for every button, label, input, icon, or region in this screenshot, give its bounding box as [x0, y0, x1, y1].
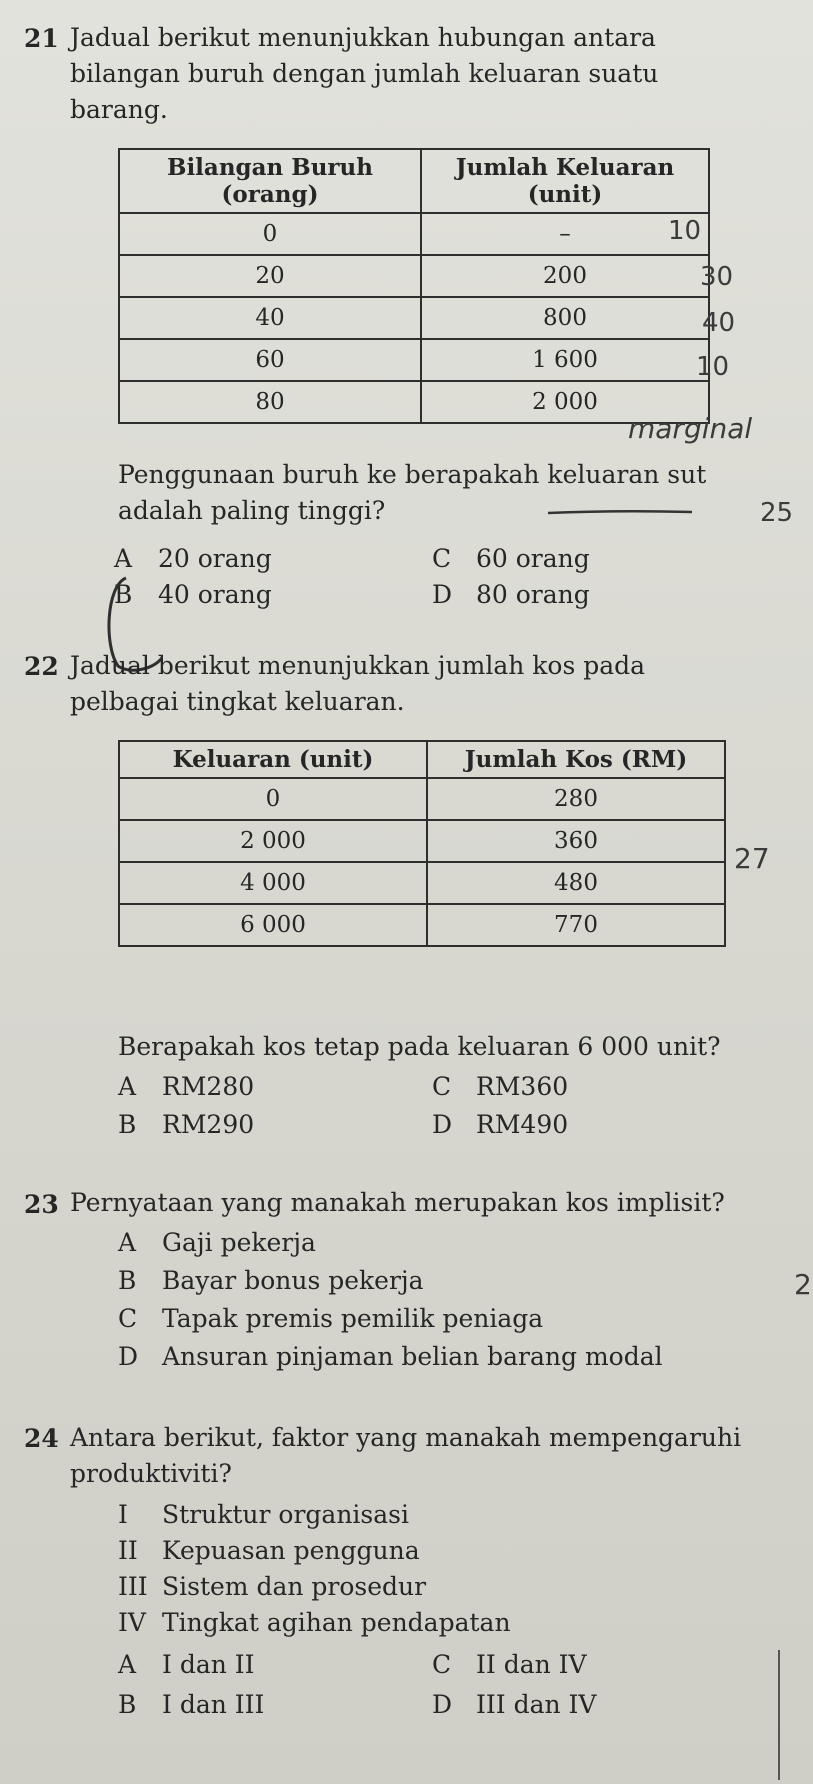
table-cell: 800	[421, 297, 709, 339]
q23-number: 23	[24, 1190, 59, 1219]
handwritten-note: 10	[696, 352, 730, 382]
q22-option-b[interactable]: B RM290	[118, 1110, 255, 1139]
q24-statement-1: I Struktur organisasi	[118, 1500, 409, 1529]
q21-header-workers: Bilangan Buruh (orang)	[119, 149, 421, 213]
q24-statement-4: IV Tingkat agihan pendapatan	[118, 1608, 511, 1637]
q23-option-b[interactable]: B Bayar bonus pekerja	[118, 1266, 424, 1295]
q23-option-d[interactable]: D Ansuran pinjaman belian barang modal	[118, 1342, 663, 1371]
table-row	[119, 213, 709, 255]
q22-table	[118, 740, 726, 947]
table-row	[119, 339, 709, 381]
handwritten-note: 10	[668, 216, 702, 246]
table-cell: 200	[421, 255, 709, 297]
page-binding-line	[778, 1650, 780, 1780]
handwritten-note: 30	[700, 262, 734, 292]
table-cell: 2 000	[119, 820, 427, 862]
table-row	[119, 778, 725, 820]
table-cell: 0	[119, 778, 427, 820]
table-cell: 770	[427, 904, 725, 946]
q24-option-c[interactable]: C II dan IV	[432, 1650, 587, 1679]
table-cell: 4 000	[119, 862, 427, 904]
q22-text: Jadual berikut menunjukkan jumlah kos pada pelbagai tingkat keluaran.	[70, 651, 646, 716]
handwritten-margin-number: 2	[794, 1268, 812, 1301]
table-row	[119, 904, 725, 946]
table-cell: 60	[119, 339, 421, 381]
table-row	[119, 381, 709, 423]
q22-number: 22	[24, 652, 59, 681]
q23-text: Pernyataan yang manakah merupakan kos implisit?	[70, 1188, 725, 1217]
q24-option-d[interactable]: D III dan IV	[432, 1690, 597, 1719]
q24-option-a[interactable]: A I dan II	[118, 1650, 255, 1679]
q21-header-output: Jumlah Keluaran (unit)	[421, 149, 709, 213]
q21-number: 21	[24, 24, 59, 53]
table-cell: 280	[427, 778, 725, 820]
q22-header-cost: Jumlah Kos (RM)	[427, 741, 725, 778]
handwritten-note: 40	[702, 308, 736, 338]
handwritten-margin-number: 25	[760, 498, 794, 528]
table-cell: 80	[119, 381, 421, 423]
table-cell: 40	[119, 297, 421, 339]
q22-option-d[interactable]: D RM490	[432, 1110, 569, 1139]
q21-question-line2: adalah paling tinggi?	[118, 496, 386, 525]
q23-option-a[interactable]: A Gaji pekerja	[118, 1228, 316, 1257]
table-row	[119, 297, 709, 339]
q24-statement-2: II Kepuasan pengguna	[118, 1536, 420, 1565]
handwritten-margin-word: marginal	[628, 412, 753, 445]
table-cell: –	[421, 213, 709, 255]
table-cell: 20	[119, 255, 421, 297]
q22-header-output: Keluaran (unit)	[119, 741, 427, 778]
q24-option-b[interactable]: B I dan III	[118, 1690, 265, 1719]
q22-option-c[interactable]: C RM360	[432, 1072, 569, 1101]
q21-table	[118, 148, 710, 424]
q24-number: 24	[24, 1424, 59, 1453]
q21-option-c[interactable]: C 60 orang	[432, 544, 590, 573]
table-row	[119, 255, 709, 297]
table-cell: 1 600	[421, 339, 709, 381]
q21-question-line1: Penggunaan buruh ke berapakah keluaran sut	[118, 460, 707, 489]
table-cell: 2 000	[421, 381, 709, 423]
q23-option-c[interactable]: C Tapak premis pemilik peniaga	[118, 1304, 544, 1333]
pencil-underline	[546, 508, 696, 516]
q21-option-d[interactable]: D 80 orang	[432, 580, 590, 609]
table-row	[119, 820, 725, 862]
table-cell: 0	[119, 213, 421, 255]
q24-text: Antara berikut, faktor yang manakah mempengaruhi produktiviti?	[70, 1423, 742, 1488]
q21-text: Jadual berikut menunjukkan hubungan antara bilangan buruh dengan jumlah keluaran suatu barang.	[70, 23, 659, 124]
q22-question: Berapakah kos tetap pada keluaran 6 000 unit?	[118, 1032, 721, 1061]
table-cell: 480	[427, 862, 725, 904]
q22-option-a[interactable]: A RM280	[118, 1072, 255, 1101]
handwritten-margin-number: 27	[734, 842, 770, 875]
table-cell: 360	[427, 820, 725, 862]
q21-option-b[interactable]: B 40 orang	[114, 580, 272, 609]
q24-statement-3: III Sistem dan prosedur	[118, 1572, 427, 1601]
table-cell: 6 000	[119, 904, 427, 946]
table-row	[119, 862, 725, 904]
q21-option-a[interactable]: A 20 orang	[114, 544, 272, 573]
